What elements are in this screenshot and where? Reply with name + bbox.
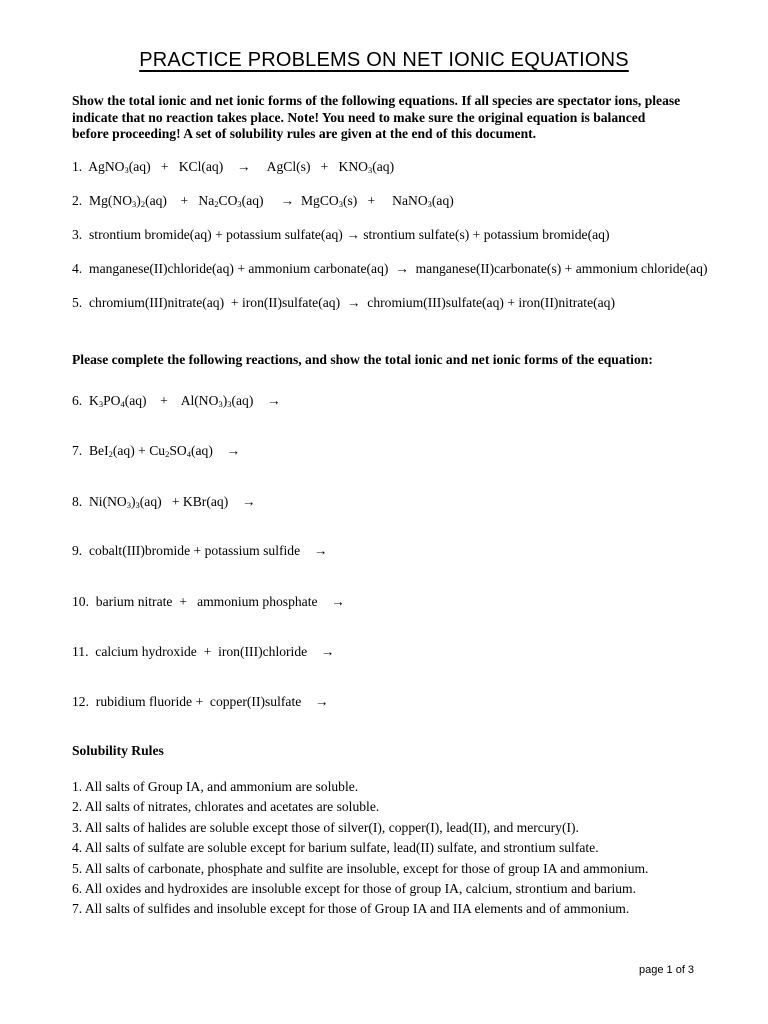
page-title: PRACTICE PROBLEMS ON NET IONIC EQUATIONS bbox=[139, 49, 629, 71]
problem-7: 7. $BeI_2(aq) + Cu_2SO_4(aq)$ → bbox=[72, 443, 241, 459]
problem-2: 2. $Mg(NO_3)_2(aq)$ + $Na_2CO_3(aq)$ → MgCO$_3$(s) + NaNO$_3$(aq) bbox=[72, 193, 454, 209]
problem-1: 1. AgNO$_3$(aq) + KCl(aq) → AgCl(s) + $KNO_3(aq)$ bbox=[72, 159, 395, 175]
rule-item: 7. All salts of sulfides and insoluble except for those of Group IA and IIA elements and of ammonium. bbox=[72, 901, 630, 917]
rule-item: 3. All salts of halides are soluble except those of silver(I), copper(I), lead(II), and mercury(I). bbox=[72, 819, 579, 835]
instructions bbox=[72, 93, 722, 143]
problem-12: 12. rubidium fluoride + copper(II)sulfate → bbox=[72, 694, 329, 709]
rule-item: 5. All salts of carbonate, phosphate and sulfite are insoluble, except for those of group IA and ammonium. bbox=[72, 860, 649, 876]
problem-8: 8. $Ni(NO_3)_3(aq) + KBr(aq)$ → bbox=[72, 494, 256, 510]
rule-item: 1. All salts of Group IA, and ammonium are soluble. bbox=[72, 779, 359, 794]
instruction-line: before proceeding! A set of solubility rules are given at the end of this document. bbox=[72, 126, 537, 141]
instruction-line: Show the total ionic and net ionic forms of the following equations. If all species are spectator ions, please bbox=[72, 93, 681, 108]
section-heading: Please complete the following reactions, and show the total ionic and net ionic forms of the equation: bbox=[72, 352, 653, 367]
page-number: page 1 of 3 bbox=[639, 964, 695, 976]
problem-6: 6. $K_3PO_4(aq)$ + $Al(NO_3)_3(aq)$ → bbox=[72, 393, 281, 409]
solubility-rules-list bbox=[72, 777, 648, 920]
problem-10: 10. barium nitrate + ammonium phosphate → bbox=[72, 594, 345, 609]
problem-3: 3. strontium bromide(aq) + potassium sulfate(aq) → strontium sulfate(s) + potassium bromide(aq) bbox=[72, 227, 610, 242]
instruction-line: indicate that no reaction takes place. Note! You need to make sure the original equation is balanced bbox=[72, 109, 646, 125]
problem-5: 5. chromium(III)nitrate(aq) + iron(II)sulfate(aq) → chromium(III)sulfate(aq) + iron(II)nitrate(aq) bbox=[72, 295, 615, 310]
rule-item: 6. All oxides and hydroxides are insoluble except for those of group IA, calcium, strontium and barium. bbox=[72, 881, 637, 897]
problem-4: 4. manganese(II)chloride(aq) + ammonium carbonate(aq) → manganese(II)carbonate(s) + ammonium chloride(aq) bbox=[72, 261, 708, 276]
rule-item: 2. All salts of nitrates, chlorates and acetates are soluble. bbox=[72, 799, 380, 815]
problem-9: 9. cobalt(III)bromide + potassium sulfide → bbox=[72, 543, 328, 558]
problem-11: 11. calcium hydroxide + iron(III)chloride → bbox=[72, 644, 335, 659]
rule-item: 4. All salts of sulfate are soluble except for barium sulfate, lead(II) sulfate, and strontium sulfate. bbox=[72, 840, 599, 856]
solubility-heading: Solubility Rules bbox=[72, 743, 164, 758]
